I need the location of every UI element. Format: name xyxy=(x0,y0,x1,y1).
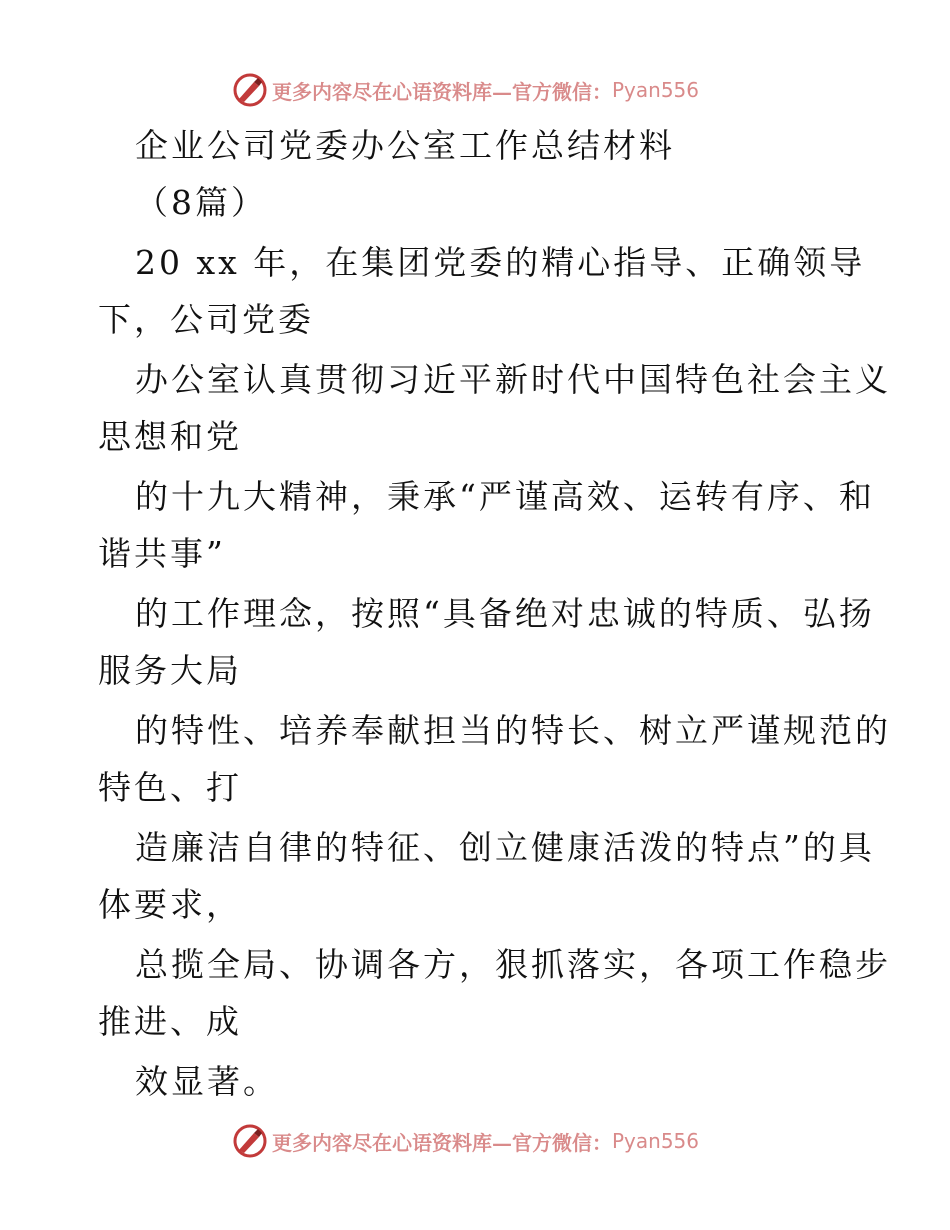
paragraph-line: 办公室认真贯彻习近平新时代中国特色社会主义 xyxy=(135,360,891,399)
paragraph-line: 推进、成 xyxy=(98,1002,242,1041)
paragraph-line: 效显著。 xyxy=(135,1062,279,1101)
header-banner xyxy=(232,70,699,110)
paragraph-line: 的工作理念，按照“具备绝对忠诚的特质、弘扬 xyxy=(135,594,875,633)
banner-text: 更多内容尽在心语资料库—官方微信： xyxy=(272,79,612,104)
paragraph-line: 体要求， xyxy=(98,885,242,924)
pen-nib-logo-icon xyxy=(232,1123,268,1159)
banner-wechat-id: Pyan556 xyxy=(612,1129,700,1153)
document-title: 企业公司党委办公室工作总结材料 xyxy=(135,126,675,165)
banner-wechat-id: Pyan556 xyxy=(612,78,700,102)
paragraph-line: 服务大局 xyxy=(98,651,242,690)
paragraph-line: 思想和党 xyxy=(98,417,242,456)
document-title-count: （8篇） xyxy=(135,183,267,222)
paragraph-line: 20 xx 年，在集团党委的精心指导、正确领导 xyxy=(135,243,866,282)
paragraph-line: 造廉洁自律的特征、创立健康活泼的特点”的具 xyxy=(135,828,875,867)
paragraph-line: 的十九大精神，秉承“严谨高效、运转有序、和 xyxy=(135,477,875,516)
paragraph-line: 下，公司党委 xyxy=(98,300,314,339)
footer-banner xyxy=(232,1121,699,1161)
pen-nib-logo-icon xyxy=(232,72,268,108)
paragraph-line: 特色、打 xyxy=(98,768,242,807)
paragraph-line: 总揽全局、协调各方，狠抓落实，各项工作稳步 xyxy=(135,945,891,984)
banner-text: 更多内容尽在心语资料库—官方微信： xyxy=(272,1130,612,1155)
paragraph-line: 的特性、培养奉献担当的特长、树立严谨规范的 xyxy=(135,711,891,750)
paragraph-line: 谐共事” xyxy=(98,534,226,573)
